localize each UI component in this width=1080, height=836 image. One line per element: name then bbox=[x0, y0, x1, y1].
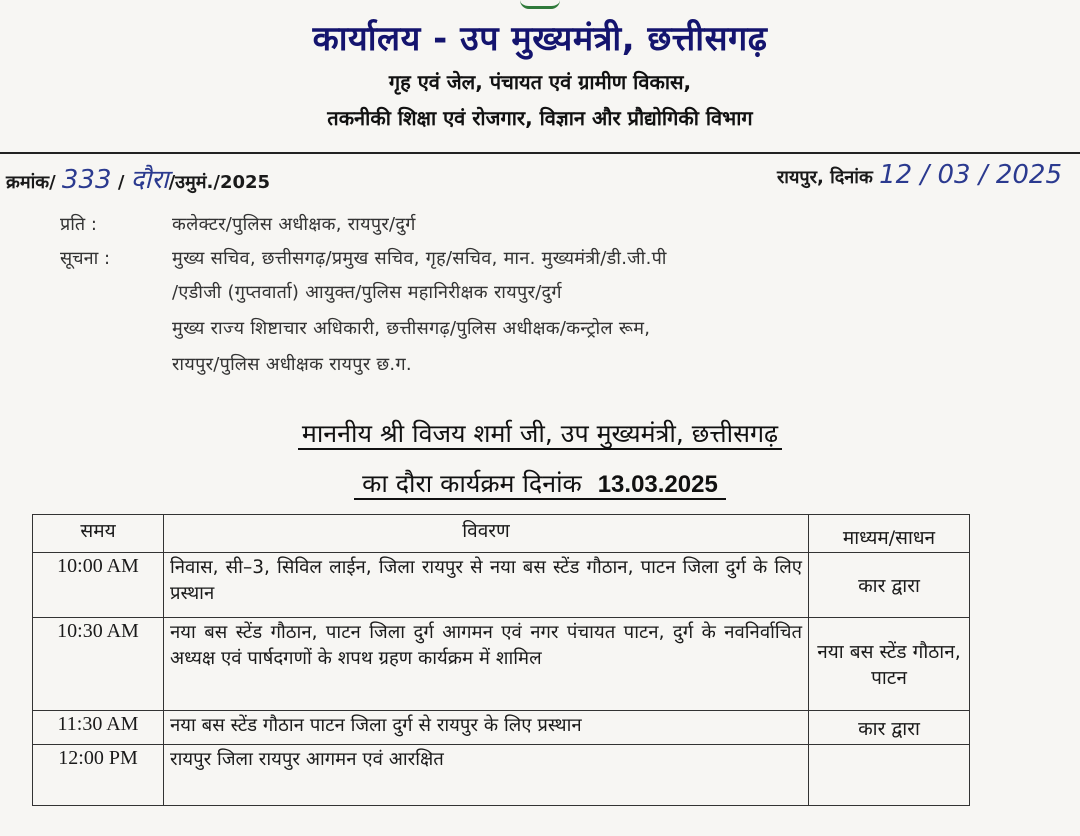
header-mode: माध्यम/साधन bbox=[809, 515, 970, 553]
header-divider bbox=[0, 152, 1080, 154]
row-details: रायपुर जिला रायपुर आगमन एवं आरक्षित bbox=[164, 745, 809, 806]
row-mode bbox=[809, 745, 970, 806]
row-details: निवास, सी–3, सिविल लाईन, जिला रायपुर से नया बस स्टेंड गौठान, पाटन जिला दुर्ग के लिए प्रस्थान bbox=[164, 553, 809, 618]
emblem-mark bbox=[520, 0, 560, 9]
place-date bbox=[777, 160, 1062, 190]
row-mode: कार द्वारा bbox=[809, 553, 970, 618]
tour-title bbox=[0, 416, 1080, 450]
to-value: कलेक्टर/पुलिस अधीक्षक, रायपुर/दुर्ग bbox=[172, 214, 416, 235]
header-details: विवरण bbox=[164, 515, 809, 553]
row-time: 10:00 AM bbox=[33, 553, 164, 618]
info-line: मुख्य सचिव, छत्तीसगढ़/प्रमुख सचिव, गृह/सचिव, मान. मुख्यमंत्री/डी.जी.पी bbox=[172, 248, 667, 269]
department-line-2: तकनीकी शिक्षा एवं रोजगार, विज्ञान और प्रौद्योगिकी विभाग bbox=[327, 106, 753, 130]
tour-date: 13.03.2025 bbox=[594, 471, 722, 500]
tour-subtitle bbox=[0, 466, 1080, 500]
schedule-table bbox=[32, 514, 970, 806]
info-line: /एडीजी (गुप्तवार्ता) आयुक्त/पुलिस महानिरीक्षक रायपुर/दुर्ग bbox=[172, 282, 562, 303]
row-mode: नया बस स्टेंड गौठान, पाटन bbox=[809, 618, 970, 711]
issue-date: 12 / 03 / 2025 bbox=[879, 160, 1062, 190]
row-details: नया बस स्टेंड गौठान पाटन जिला दुर्ग से रायपुर के लिए प्रस्थान bbox=[164, 711, 809, 745]
reference-label: क्रमांक bbox=[6, 172, 50, 193]
table-header-row bbox=[33, 515, 970, 553]
header-time: समय bbox=[33, 515, 164, 553]
info-line: रायपुर/पुलिस अधीक्षक रायपुर छ.ग. bbox=[172, 354, 412, 375]
tour-title-line1: माननीय श्री विजय शर्मा जी, उप मुख्यमंत्री, छत्तीसगढ़ bbox=[298, 419, 782, 450]
info-label: सूचना : bbox=[60, 248, 111, 269]
row-details: नया बस स्टेंड गौठान, पाटन जिला दुर्ग आगमन एवं नगर पंचायत पाटन, दुर्ग के नवनिर्वाचित अध्यक्ष एवं पार्षदगणों के शपथ ग्रहण कार्यक्रम में शामिल bbox=[164, 618, 809, 711]
reference-word: दौरा bbox=[130, 165, 169, 195]
row-mode: कार द्वारा bbox=[809, 711, 970, 745]
table-row bbox=[33, 618, 970, 711]
reference-number: क्रमांक/ 333 / दौरा/उमुमं./2025 bbox=[6, 165, 271, 195]
row-time: 10:30 AM bbox=[33, 618, 164, 711]
tour-subtitle-prefix: का दौरा कार्यक्रम दिनांक bbox=[358, 469, 586, 500]
info-line: मुख्य राज्य शिष्टाचार अधिकारी, छत्तीसगढ़/पुलिस अधीक्षक/कन्ट्रोल रूम, bbox=[172, 318, 651, 339]
reference-number-value: 333 bbox=[61, 165, 112, 195]
table-row bbox=[33, 553, 970, 618]
place-label: रायपुर, दिनांक bbox=[776, 167, 873, 188]
table-row bbox=[33, 711, 970, 745]
table-row bbox=[33, 745, 970, 806]
row-time: 11:30 AM bbox=[33, 711, 164, 745]
row-time: 12:00 PM bbox=[33, 745, 164, 806]
reference-suffix: /उमुमं./2025 bbox=[168, 172, 271, 193]
office-title: कार्यालय - उप मुख्यमंत्री, छत्तीसगढ़ bbox=[312, 19, 768, 59]
to-label: प्रति : bbox=[60, 214, 97, 235]
department-line-1: गृह एवं जेल, पंचायत एवं ग्रामीण विकास, bbox=[388, 70, 692, 94]
